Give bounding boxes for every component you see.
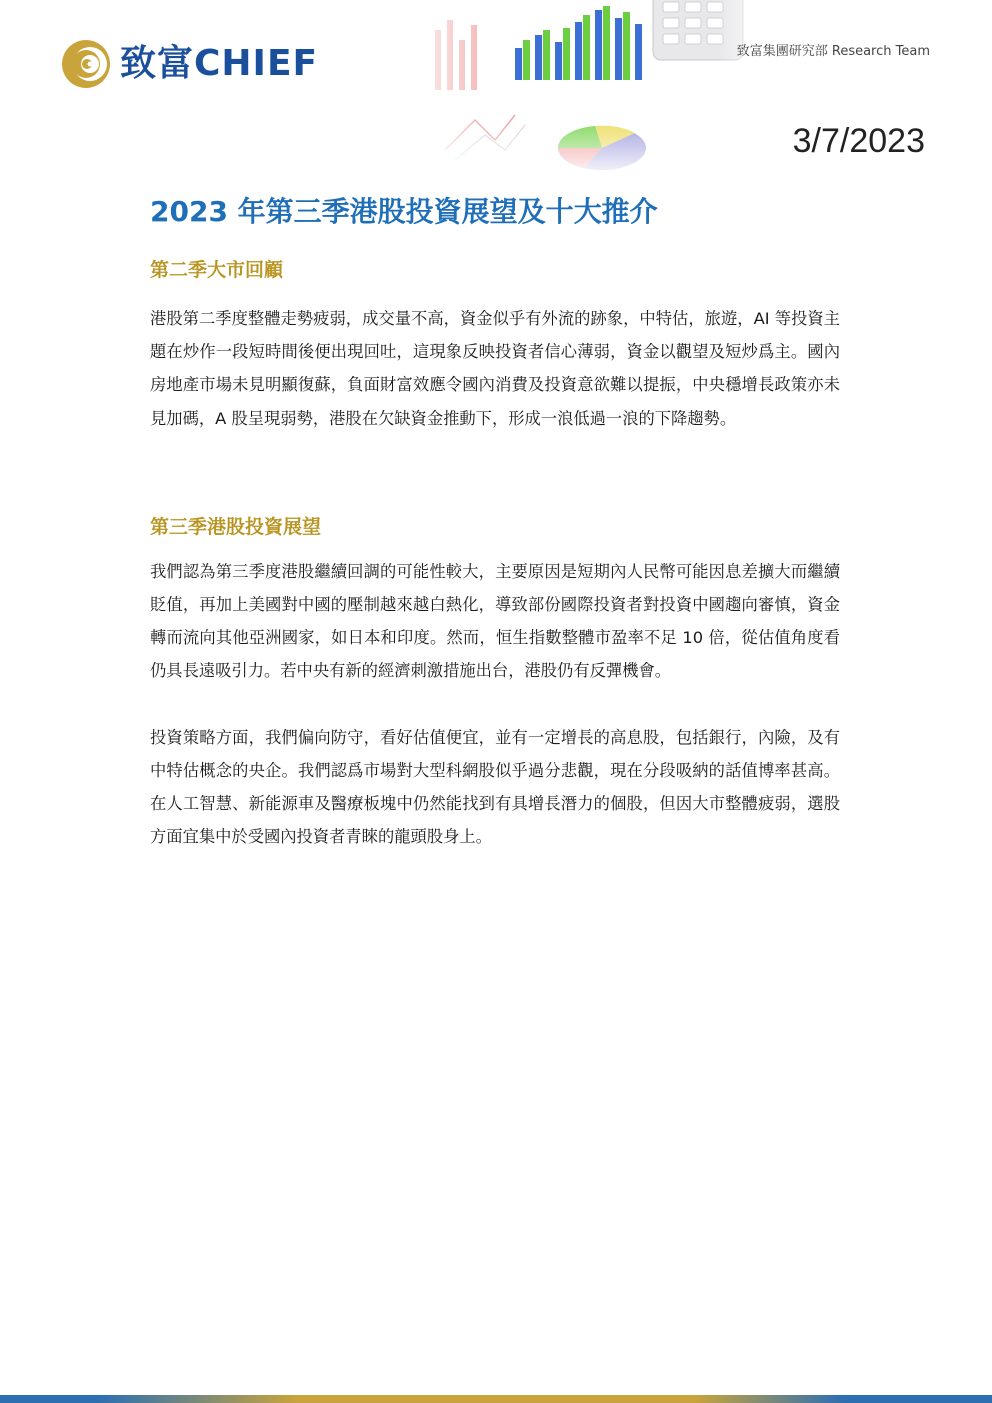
chief-logo-icon	[60, 38, 112, 90]
section-paragraph: 我們認為第三季度港股繼續回調的可能性較大，主要原因是短期內人民幣可能因息差擴大而繼續貶值，再加上美國對中國的壓制越來越白熱化，導致部份國際投資者對投資中國趨向審慎，資金轉而流向其他亞洲國家，如日本和印度。然而，恒生指數整體市盈率不足 10 倍，從估值角度看仍具長遠吸引力。若中央有新的經濟刺激措施出台，港股仍有反彈機會。	[150, 561, 840, 681]
company-logo	[60, 38, 318, 90]
document-body	[150, 192, 840, 853]
section-paragraph: 港股第二季度整體走勢疲弱，成交量不高，資金似乎有外流的跡象，中特估，旅遊，AI 等投資主題在炒作一段短時間後便出現回吐，這現象反映投資者信心薄弱，資金以觀望及短炒爲主。國內房地產市場未見明顯復蘇，負面財富效應令國內消費及投資意欲難以提振，中央穩增長政策亦未見加碼，A 股呈現弱勢，港股在欠缺資金推動下，形成一浪低過一浪的下降趨勢。	[150, 309, 840, 428]
chart-collage-icon	[395, 0, 775, 180]
section-heading-q3-outlook: 第三季港股投資展望	[150, 515, 322, 538]
footer-divider	[0, 1395, 992, 1403]
logo-text: 致富CHIEF	[120, 43, 319, 84]
research-team-label: 致富集團研究部 Research Team	[736, 44, 930, 59]
section-heading-q2-review: 第二季大市回顧	[150, 259, 284, 281]
page-header	[0, 0, 992, 180]
report-date: 3/7/2023	[792, 122, 925, 160]
page-title: 2023 年第三季港股投資展望及十大推介	[150, 195, 658, 228]
section-paragraph: 投資策略方面，我們偏向防守，看好估值便宜，並有一定增長的高息股，包括銀行，內險，及有中特估概念的央企。我們認爲市場對大型科網股似乎過分悲觀，現在分段吸納的話值博率甚高。在人工智慧、新能源車及醫療板塊中仍然能找到有具增長潛力的個股，但因大市整體疲弱，選股方面宜集中於受國內投資者青睞的龍頭股身上。	[150, 727, 840, 847]
